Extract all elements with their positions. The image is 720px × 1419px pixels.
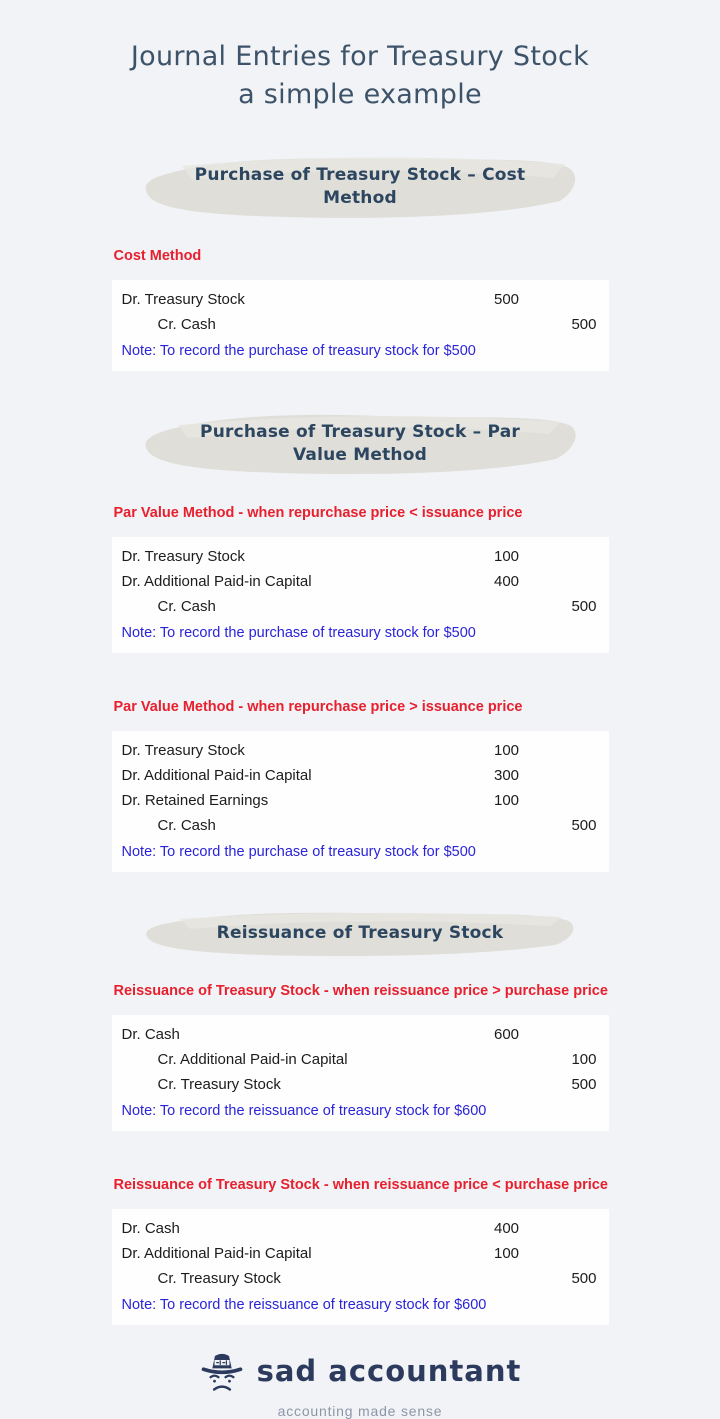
journal-row [122,1216,597,1241]
journal-row [122,594,597,619]
account-name: Cr. Cash [157,817,216,834]
section-entries [112,505,609,872]
journal-row [122,1022,597,1047]
journal-entry [112,983,609,1131]
journal-entry [112,505,609,653]
journal-entry-box [112,1209,609,1325]
journal-row [122,788,597,813]
journal-row [122,569,597,594]
journal-row [122,1072,597,1097]
section-header-label: Reissuance of Treasury Stock [216,923,504,943]
account-name: Dr. Retained Earnings [121,792,269,809]
account-name: Dr. Cash [121,1026,180,1043]
debit-amount: 100 [493,792,520,809]
entry-note: Note: To record the purchase of treasury stock for $500 [121,343,476,359]
entry-note: Note: To record the purchase of treasury stock for $500 [121,625,476,641]
journal-row [122,763,597,788]
journal-row [122,1241,597,1266]
debit-amount: 100 [493,1245,520,1262]
journal-entry-box [112,1015,609,1131]
account-name: Dr. Treasury Stock [121,548,245,565]
section-header [140,148,581,226]
credit-amount: 500 [571,598,597,615]
entry-note: Note: To record the purchase of treasury stock for $500 [121,844,476,860]
journal-entry-box [112,537,609,653]
page-title-line2: a simple example [238,79,482,110]
debit-amount: 500 [493,291,520,308]
entry-label: Reissuance of Treasury Stock - when reissuance price > purchase price [113,983,608,999]
account-name: Cr. Treasury Stock [157,1076,281,1093]
section-purchase-par-value-method [112,405,609,872]
entry-note: Note: To record the reissuance of treasury stock for $600 [121,1103,487,1119]
entry-label: Cost Method [113,248,202,264]
page-title [131,38,589,114]
account-name: Dr. Additional Paid-in Capital [121,1245,312,1262]
section-header-label: Purchase of Treasury Stock – Cost Method [194,165,526,208]
journal-entry [112,1177,609,1325]
section-header-label: Purchase of Treasury Stock – Par Value Method [200,422,520,465]
credit-amount: 500 [571,316,597,333]
section-reissuance [112,906,609,1325]
entry-label: Reissuance of Treasury Stock - when reissuance price < purchase price [113,1177,608,1193]
journal-entry-box [112,280,609,371]
journal-row [122,738,597,763]
section-header [140,906,580,961]
section-entries [112,248,609,371]
account-name: Dr. Additional Paid-in Capital [121,573,312,590]
journal-row [122,312,597,337]
debit-amount: 600 [493,1026,520,1043]
entry-label: Par Value Method - when repurchase price < issuance price [113,505,523,521]
journal-row [122,1047,597,1072]
section-entries [112,983,609,1325]
account-name: Dr. Additional Paid-in Capital [121,767,312,784]
account-name: Dr. Treasury Stock [121,742,245,759]
account-name: Dr. Treasury Stock [121,291,245,308]
credit-amount: 100 [571,1051,597,1068]
brand-tagline: accounting made sense [277,1403,443,1419]
credit-amount: 500 [571,817,597,834]
content-column [112,114,609,1325]
debit-amount: 300 [493,767,520,784]
account-name: Dr. Cash [121,1220,180,1237]
section-purchase-cost-method [112,148,609,371]
account-name: Cr. Cash [157,598,216,615]
journal-row [122,813,597,838]
journal-entry-box [112,731,609,872]
journal-entry [112,248,609,371]
brand-name: sad accountant [256,1354,522,1388]
account-name: Cr. Additional Paid-in Capital [157,1051,348,1068]
journal-row [122,287,597,312]
entry-note: Note: To record the reissuance of treasury stock for $600 [121,1297,487,1313]
brand-footer [199,1349,522,1419]
entry-label: Par Value Method - when repurchase price > issuance price [113,699,523,715]
credit-amount: 500 [571,1270,597,1287]
account-name: Cr. Cash [157,316,216,333]
debit-amount: 100 [493,548,520,565]
debit-amount: 400 [493,573,520,590]
debit-amount: 100 [493,742,520,759]
page-title-line1: Journal Entries for Treasury Stock [130,41,590,72]
account-name: Cr. Treasury Stock [157,1270,281,1287]
journal-entry [112,699,609,872]
journal-row [122,1266,597,1291]
debit-amount: 400 [493,1220,520,1237]
credit-amount: 500 [571,1076,597,1093]
section-header [140,405,581,483]
journal-row [122,544,597,569]
sad-accountant-face-with-hat-icon [199,1349,245,1393]
brand-logo [199,1349,522,1393]
